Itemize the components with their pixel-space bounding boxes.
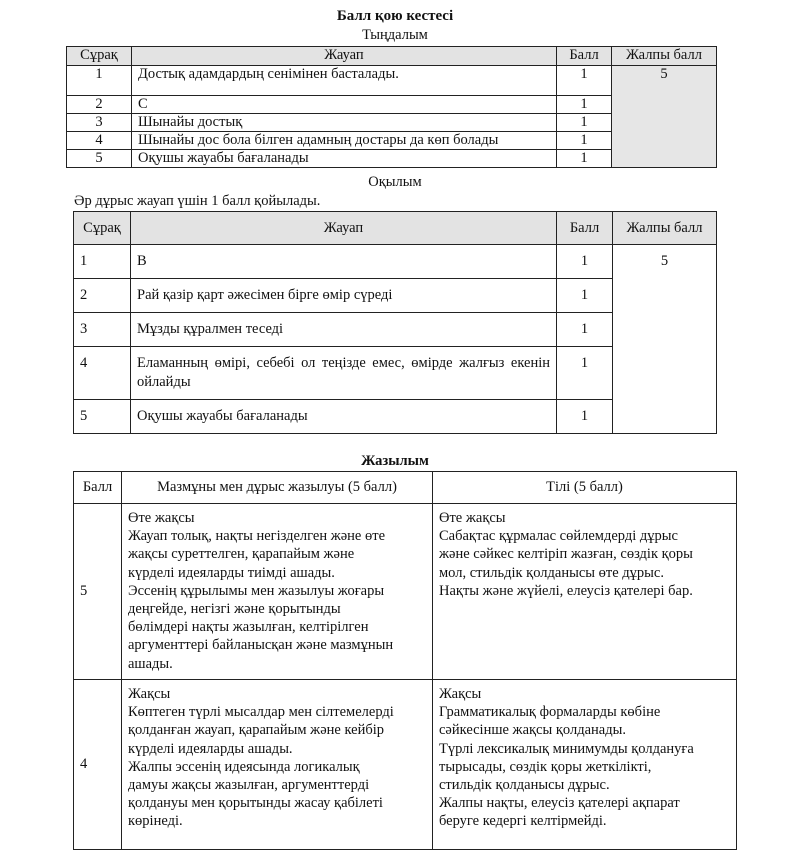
language-level: Жақсы xyxy=(439,686,482,702)
question-number: 5 xyxy=(67,150,132,168)
reading-heading: Оқылым xyxy=(368,174,422,190)
table-row xyxy=(74,504,737,680)
question-number: 1 xyxy=(74,245,131,279)
header-question: Сұрақ xyxy=(67,47,132,66)
score-cell: 1 xyxy=(557,114,612,132)
question-number: 4 xyxy=(74,347,131,400)
table-row xyxy=(74,680,737,850)
score-cell: 1 xyxy=(557,279,613,313)
table-row xyxy=(67,66,717,96)
content-cell xyxy=(122,680,433,850)
score-cell: 5 xyxy=(74,504,122,680)
content-level: Өте жақсы xyxy=(128,510,195,526)
listening-table xyxy=(66,46,717,168)
total-score: 5 xyxy=(612,66,717,168)
header-total: Жалпы балл xyxy=(612,47,717,66)
question-number: 4 xyxy=(67,132,132,150)
answer-cell: Рай қазір қарт әжесімен бірге өмір сүреді xyxy=(131,279,557,313)
answer-cell: С xyxy=(132,96,557,114)
score-cell: 4 xyxy=(74,680,122,850)
answer-cell: Оқушы жауабы бағаланады xyxy=(131,400,557,434)
language-cell xyxy=(433,504,737,680)
content-text: Жауап толық, нақты негізделген және өте жақсы суреттелген, қарапайым және күрделі идеяларды тиімді ашады. Эссенің құрылымы мен жазылуы жоғары деңгейде, негізгі және қорытынды бөлімдері нақты жазылған, келтірілген аргументтері байланысқан және мазмұнын ашады. xyxy=(128,528,394,672)
language-cell xyxy=(433,680,737,850)
header-answer: Жауап xyxy=(132,47,557,66)
answer-cell: Еламанның өмірі, себебі ол теңізде емес, өмірде жалғыз екенін ойлайды xyxy=(131,347,557,400)
score-cell: 1 xyxy=(557,400,613,434)
table-row xyxy=(74,245,717,279)
table-header-row xyxy=(67,47,717,66)
header-score: Балл xyxy=(557,47,612,66)
answer-cell: Шынайы достық xyxy=(132,114,557,132)
writing-table xyxy=(73,471,737,850)
header-content: Мазмұны мен дұрыс жазылуы (5 балл) xyxy=(122,472,433,504)
score-cell: 1 xyxy=(557,347,613,400)
question-number: 3 xyxy=(67,114,132,132)
question-number: 2 xyxy=(67,96,132,114)
table-header-row xyxy=(74,472,737,504)
score-cell: 1 xyxy=(557,132,612,150)
total-score: 5 xyxy=(613,245,717,434)
header-score: Балл xyxy=(557,212,613,245)
content-level: Жақсы xyxy=(128,686,171,702)
score-cell: 1 xyxy=(557,245,613,279)
content-cell xyxy=(122,504,433,680)
answer-cell: В xyxy=(131,245,557,279)
header-answer: Жауап xyxy=(131,212,557,245)
reading-note: Әр дұрыс жауап үшін 1 балл қойылады. xyxy=(74,193,321,209)
answer-cell: Оқушы жауабы бағаланады xyxy=(132,150,557,168)
reading-table xyxy=(73,211,717,434)
table-header-row xyxy=(74,212,717,245)
score-cell: 1 xyxy=(557,96,612,114)
answer-cell: Шынайы дос бола білген адамның достары да көп болады xyxy=(132,132,557,150)
score-cell: 1 xyxy=(557,150,612,168)
question-number: 5 xyxy=(74,400,131,434)
listening-heading: Тыңдалым xyxy=(362,27,428,43)
answer-cell: Мұзды құралмен теседі xyxy=(131,313,557,347)
writing-heading: Жазылым xyxy=(361,453,429,469)
header-question: Сұрақ xyxy=(74,212,131,245)
answer-cell: Достық адамдардың сенімінен басталады. xyxy=(132,66,557,96)
language-level: Өте жақсы xyxy=(439,510,506,526)
language-text: Сабақтас құрмалас сөйлемдерді дұрыс және сәйкес келтіріп жазған, сөздік қоры мол, стильдік қолданысы өте дұрыс. Нақты және жүйелі, елеусіз қателері бар. xyxy=(439,528,693,599)
score-cell: 1 xyxy=(557,66,612,96)
page-title: Балл қою кестесі xyxy=(336,8,454,24)
question-number: 1 xyxy=(67,66,132,96)
header-total: Жалпы балл xyxy=(613,212,717,245)
question-number: 2 xyxy=(74,279,131,313)
header-score: Балл xyxy=(74,472,122,504)
header-language: Тілі (5 балл) xyxy=(433,472,737,504)
score-cell: 1 xyxy=(557,313,613,347)
question-number: 3 xyxy=(74,313,131,347)
language-text: Грамматикалық формаларды көбіне сәйкесінше жақсы қолданады. Түрлі лексикалық минимумды қолдануға тырысады, сөздік қоры жеткілікті, стильдік қолданысы дұрыс. Жалпы нақты, елеусіз қателері ақпарат беруге кедергі келтірмейді. xyxy=(439,704,694,830)
content-text: Көптеген түрлі мысалдар мен сілтемелерді қолданған жауап, қарапайым және кейбір күрделі идеяларды ашады. Жалпы эссенің идеясында логикалық дамуы жақсы жазылған, аргументтерді қолдануы мен қорытынды жасау қабілеті көрінеді. xyxy=(128,704,394,830)
